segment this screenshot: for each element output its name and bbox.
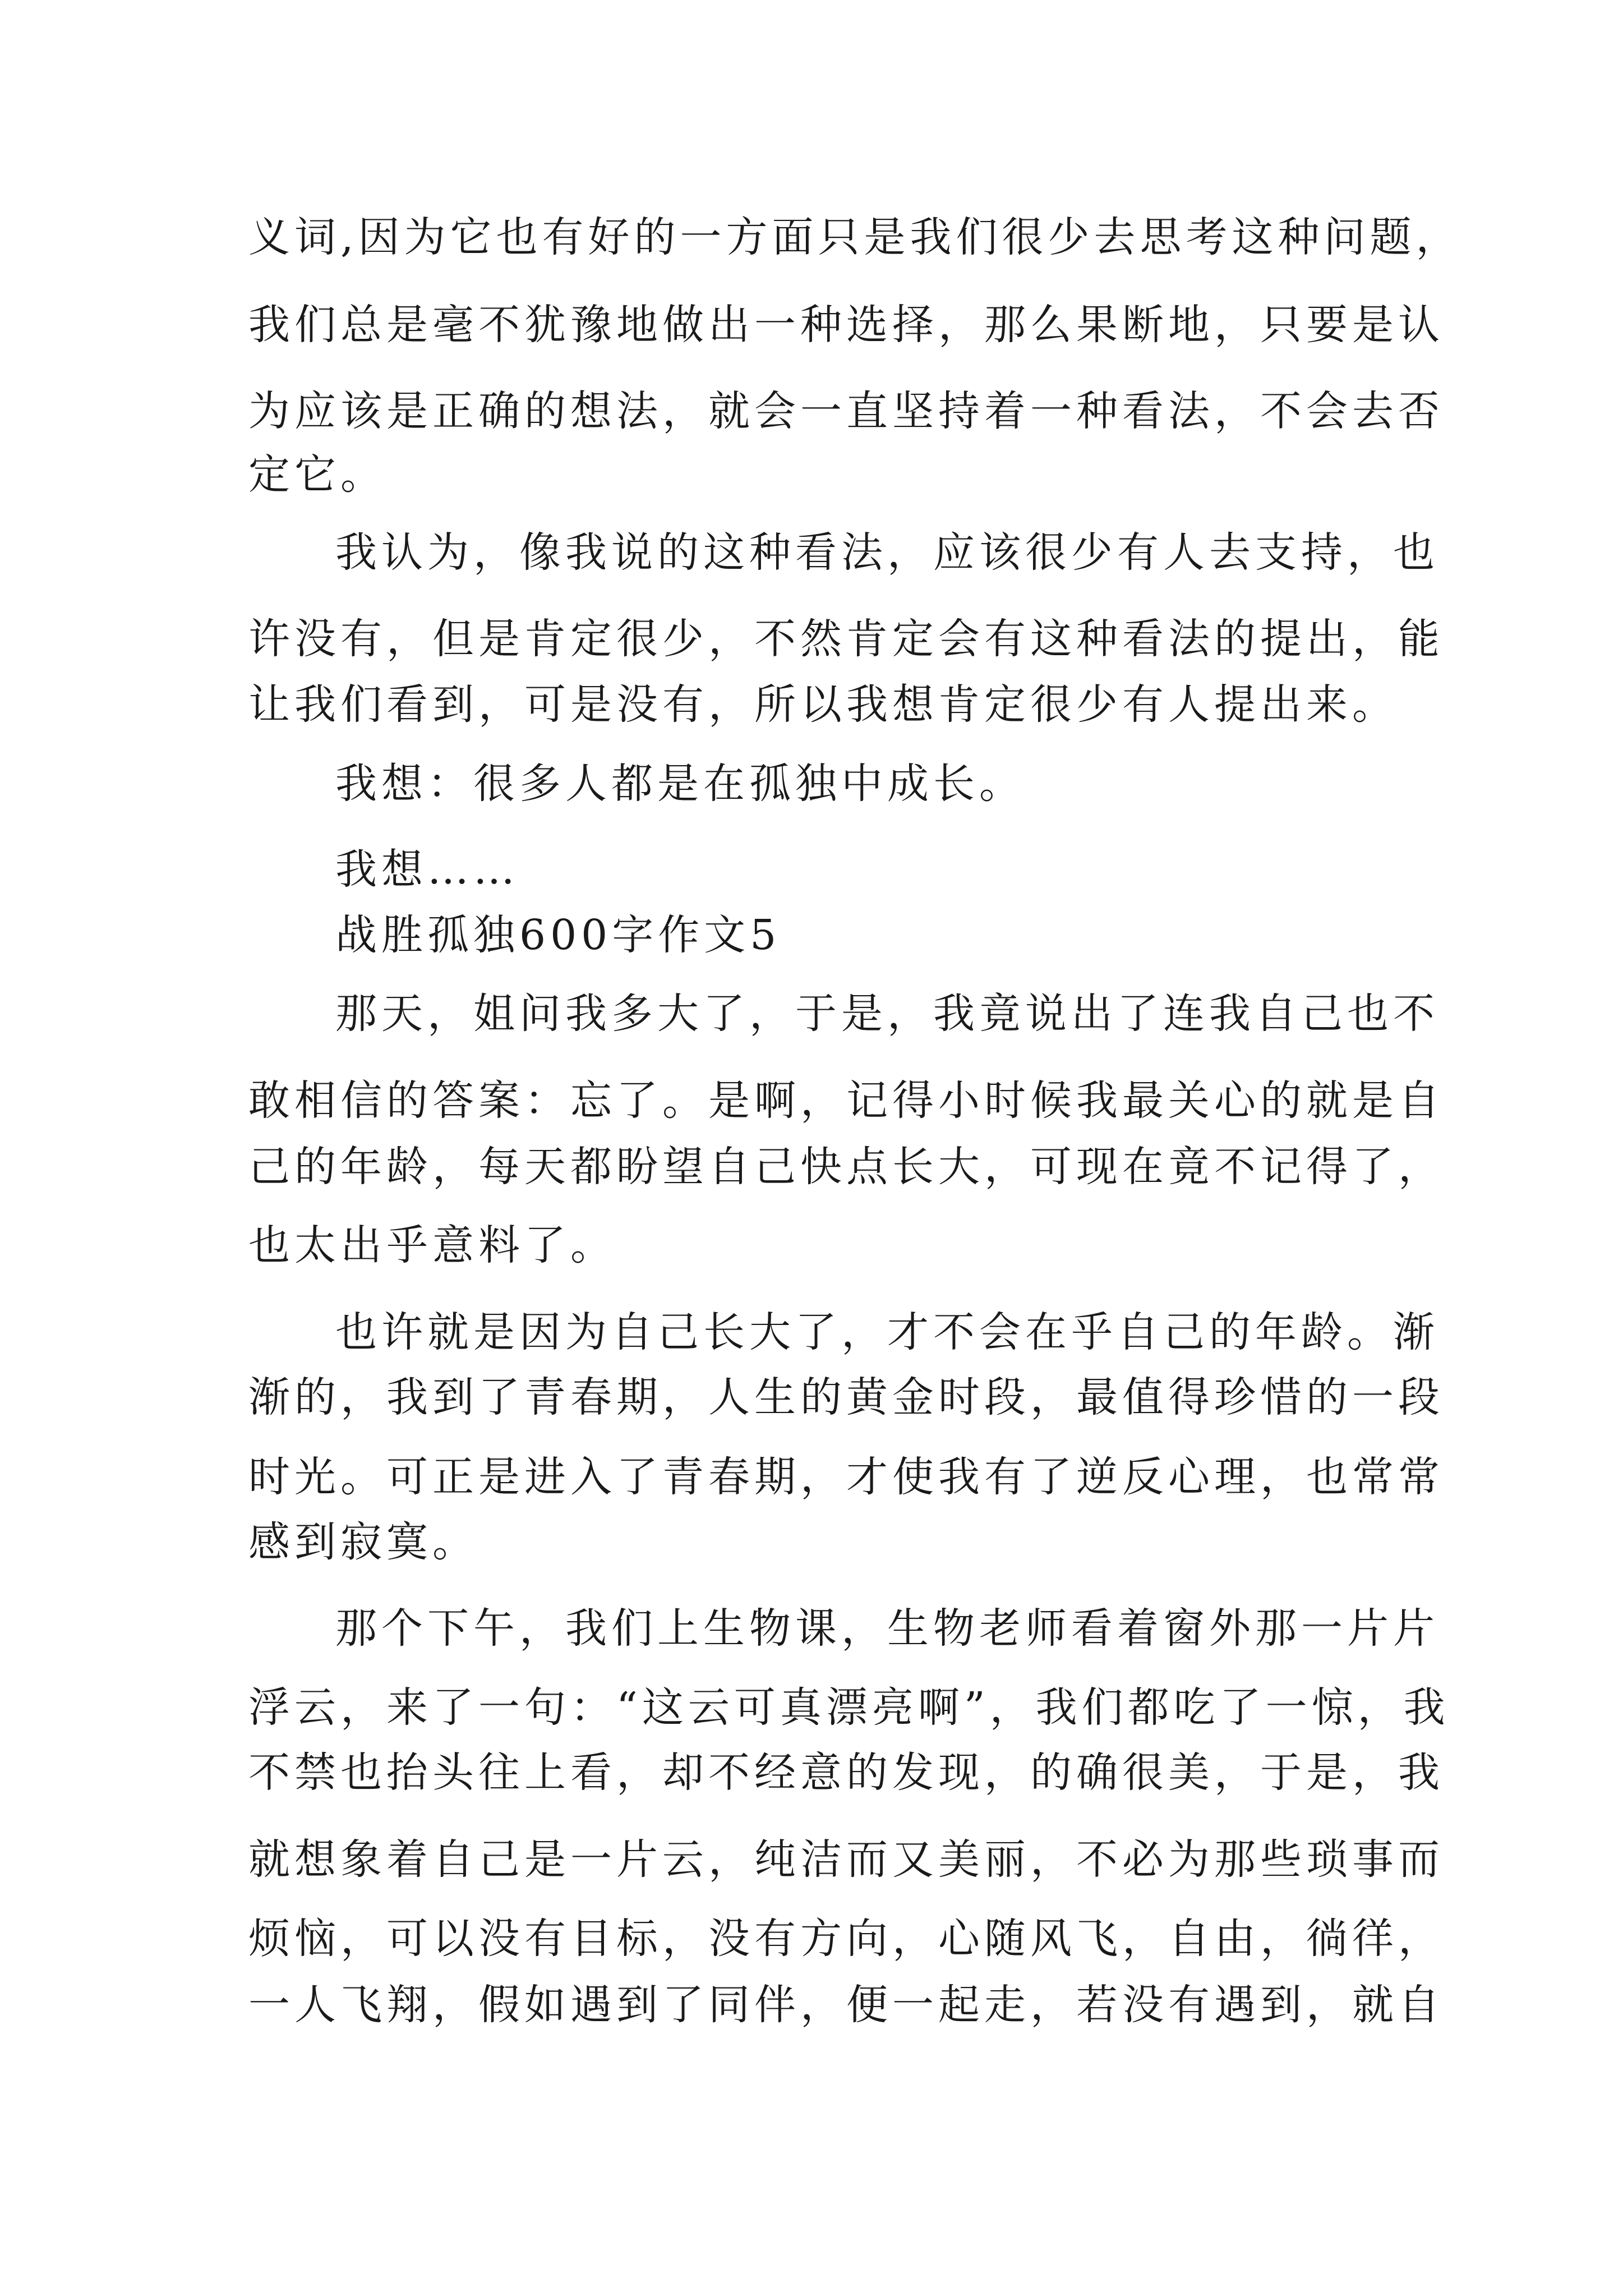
text-line: 我认为，像我说的这种看法，应该很少有人去支持，也 [335, 528, 1439, 577]
text-line: 定它。 [248, 450, 386, 499]
text-line: 我们总是毫不犹豫地做出一种选择，那么果断地，只要是认 [248, 301, 1444, 349]
text-line: 也太出乎意料了。 [248, 1221, 616, 1269]
text-line: 就想象着自己是一片云，纯洁而又美丽，不必为那些琐事而 [248, 1835, 1444, 1884]
text-line: 感到寂寞。 [248, 1518, 478, 1566]
text-line: 敢相信的答案：忘了。是啊，记得小时候我最关心的就是自 [248, 1076, 1444, 1125]
text-line: 浮云，来了一句：“这云可真漂亮啊”，我们都吃了一惊，我 [248, 1683, 1450, 1732]
text-line: 义词,因为它也有好的一方面只是我们很少去思考这种问题， [248, 213, 1462, 261]
text-line: 让我们看到，可是没有，所以我想肯定很少有人提出来。 [248, 680, 1398, 729]
text-line: 烦恼，可以没有目标，没有方向，心随风飞，自由，徜徉， [248, 1915, 1444, 1963]
text-line: 也许就是因为自己长大了，才不会在乎自己的年龄。渐 [335, 1308, 1439, 1356]
text-line: 那个下午，我们上生物课，生物老师看着窗外那一片片 [335, 1604, 1439, 1653]
text-line: 为应该是正确的想法，就会一直坚持着一种看法，不会去否 [248, 387, 1444, 435]
text-line: 我想…… [335, 845, 519, 894]
text-line: 渐的，我到了青春期，人生的黄金时段，最值得珍惜的一段 [248, 1373, 1444, 1421]
text-line: 不禁也抬头往上看，却不经意的发现，的确很美，于是，我 [248, 1749, 1444, 1797]
text-line: 己的年龄，每天都盼望自己快点长大，可现在竟不记得了， [248, 1143, 1444, 1191]
text-line: 许没有，但是肯定很少，不然肯定会有这种看法的提出，能 [248, 615, 1444, 663]
section-heading: 战胜孤独600字作文5 [335, 911, 781, 959]
text-line: 那天，姐问我多大了，于是，我竟说出了连我自己也不 [335, 990, 1439, 1038]
text-line: 时光。可正是进入了青春期，才使我有了逆反心理，也常常 [248, 1453, 1444, 1501]
text-line: 一人飞翔，假如遇到了同伴，便一起走，若没有遇到，就自 [248, 1981, 1444, 2029]
text-line: 我想：很多人都是在孤独中成长。 [335, 760, 1025, 808]
